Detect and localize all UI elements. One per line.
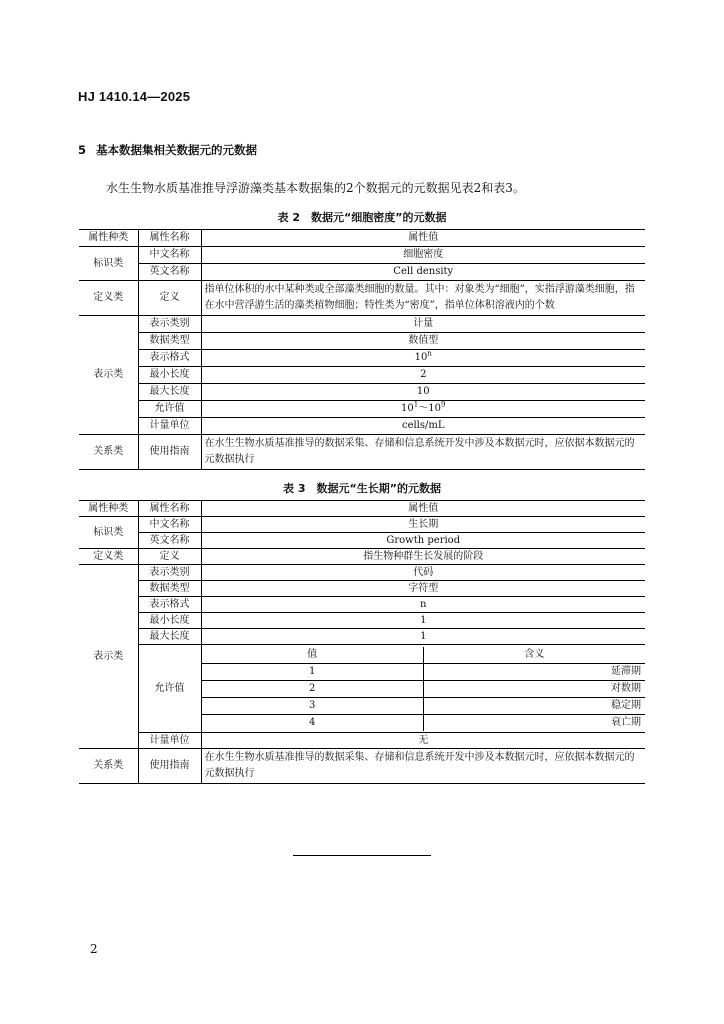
category-cell: 表示类 xyxy=(79,565,138,749)
code-cell: 3 xyxy=(202,697,424,714)
table-row xyxy=(202,680,646,697)
attr-name-cell: 数据类型 xyxy=(138,581,201,597)
allowed-values-cell xyxy=(201,645,645,733)
attr-value-cell: 代码 xyxy=(201,565,645,581)
attr-name-cell: 表示类别 xyxy=(138,565,201,581)
range-separator: ～ xyxy=(418,403,429,414)
table-row xyxy=(202,663,646,680)
table-row xyxy=(79,749,645,784)
attr-name-cell: 计量单位 xyxy=(138,733,201,749)
table-row xyxy=(79,629,645,645)
table2 xyxy=(79,229,645,470)
header-cell: 含义 xyxy=(423,647,645,664)
meaning-cell: 衰亡期 xyxy=(423,714,645,731)
attr-name-cell: 允许值 xyxy=(138,645,201,733)
meaning-cell: 稳定期 xyxy=(423,697,645,714)
section-heading xyxy=(78,142,257,158)
attr-name-cell: 最大长度 xyxy=(138,384,201,401)
table-row xyxy=(79,350,645,367)
table-row xyxy=(79,333,645,350)
intro-paragraph: 水生生物水质基准推导浮游藻类基本数据集的2个数据元的元数据见表2和表3。 xyxy=(106,181,525,195)
table-row xyxy=(79,549,645,565)
attr-value-cell: 1 xyxy=(201,613,645,629)
code-cell: 2 xyxy=(202,680,424,697)
attr-value-cell xyxy=(201,401,645,418)
category-cell: 定义类 xyxy=(79,549,138,565)
allowed-values-table xyxy=(202,647,646,731)
category-cell: 定义类 xyxy=(79,281,138,316)
attr-name-cell: 英文名称 xyxy=(138,264,201,281)
table-row xyxy=(79,316,645,333)
attr-value-cell: 1 xyxy=(201,629,645,645)
meaning-cell: 延滞期 xyxy=(423,663,645,680)
table-row xyxy=(202,647,646,664)
attr-value-cell: 计量 xyxy=(201,316,645,333)
attr-name-cell: 中文名称 xyxy=(138,247,201,264)
category-cell: 关系类 xyxy=(79,435,138,470)
attr-value-cell: Cell density xyxy=(201,264,645,281)
table-row xyxy=(79,281,645,316)
format-exponent: n xyxy=(427,349,432,358)
table-row xyxy=(79,367,645,384)
attr-value-cell: cells/mL xyxy=(201,418,645,435)
attr-name-cell: 数据类型 xyxy=(138,333,201,350)
table-row xyxy=(79,384,645,401)
table-row xyxy=(79,264,645,281)
attr-name-cell: 英文名称 xyxy=(138,533,201,549)
table-row xyxy=(79,613,645,629)
header-cell: 属性种类 xyxy=(79,230,138,247)
table-row xyxy=(79,418,645,435)
attr-value-cell: 2 xyxy=(201,367,645,384)
table-row xyxy=(202,697,646,714)
attr-value-cell: 在水生生物水质基准推导的数据采集、存储和信息系统开发中涉及本数据元时，应依据本数据元的元数据执行 xyxy=(201,435,645,470)
table-row xyxy=(79,435,645,470)
table3 xyxy=(79,500,645,784)
range-from-base: 10 xyxy=(401,403,414,414)
format-base: 10 xyxy=(414,352,428,363)
attr-value-cell: 细胞密度 xyxy=(201,247,645,264)
category-cell: 表示类 xyxy=(79,316,138,435)
header-cell: 属性名称 xyxy=(138,230,201,247)
table-row xyxy=(79,533,645,549)
header-cell: 属性值 xyxy=(201,501,645,517)
table-row xyxy=(79,501,645,517)
attr-name-cell: 表示格式 xyxy=(138,350,201,367)
attr-value-cell: 生长期 xyxy=(201,517,645,533)
page-number: 2 xyxy=(90,942,98,956)
category-cell: 标识类 xyxy=(79,517,138,549)
table-row xyxy=(79,581,645,597)
meaning-cell: 对数期 xyxy=(423,680,645,697)
table-row xyxy=(79,247,645,264)
header-cell: 属性种类 xyxy=(79,501,138,517)
attr-name-cell: 计量单位 xyxy=(138,418,201,435)
attr-name-cell: 最小长度 xyxy=(138,367,201,384)
range-from-exponent: 1 xyxy=(413,400,419,409)
table3-caption: 表 3 数据元“生长期”的元数据 xyxy=(283,482,441,495)
attr-value-cell: 在水生生物水质基准推导的数据采集、存储和信息系统开发中涉及本数据元时，应依据本数据元的元数据执行 xyxy=(201,749,645,784)
document-code-header: HJ 1410.14—2025 xyxy=(78,89,191,104)
attr-value-cell: 字符型 xyxy=(201,581,645,597)
table-row xyxy=(79,565,645,581)
table-row xyxy=(79,597,645,613)
section-title: 基本数据集相关数据元的元数据 xyxy=(96,143,257,157)
table-row xyxy=(79,401,645,418)
table2-caption: 表 2 数据元“细胞密度”的元数据 xyxy=(277,211,447,224)
attr-name-cell: 使用指南 xyxy=(138,749,201,784)
range-to-exponent: 9 xyxy=(440,400,446,409)
attr-value-cell: Growth period xyxy=(201,533,645,549)
attr-value-cell: 无 xyxy=(201,733,645,749)
code-cell: 4 xyxy=(202,714,424,731)
attr-name-cell: 表示格式 xyxy=(138,597,201,613)
attr-name-cell: 表示类别 xyxy=(138,316,201,333)
attr-value-cell xyxy=(201,350,645,367)
attr-name-cell: 最小长度 xyxy=(138,613,201,629)
attr-name-cell: 使用指南 xyxy=(138,435,201,470)
attr-value-cell: 10 xyxy=(201,384,645,401)
table-row xyxy=(202,714,646,731)
table-row xyxy=(79,645,645,733)
attr-name-cell: 最大长度 xyxy=(138,629,201,645)
table-row xyxy=(79,230,645,247)
attr-value-cell: n xyxy=(201,597,645,613)
attr-value-cell: 指单位体积的水中某种类或全部藻类细胞的数量。其中：对象类为“细胞”，实指浮游藻类细胞，指在水中营浮游生活的藻类植物细胞；特性类为“密度”，指单位体积溶液内的个数 xyxy=(201,281,645,316)
section-number: 5 xyxy=(78,143,87,157)
range-to-base: 10 xyxy=(428,403,441,414)
category-cell: 关系类 xyxy=(79,749,138,784)
end-rule xyxy=(293,855,431,856)
attr-name-cell: 中文名称 xyxy=(138,517,201,533)
attr-name-cell: 允许值 xyxy=(138,401,201,418)
code-cell: 1 xyxy=(202,663,424,680)
table-row xyxy=(79,517,645,533)
category-cell: 标识类 xyxy=(79,247,138,281)
header-cell: 属性值 xyxy=(201,230,645,247)
header-cell: 值 xyxy=(202,647,424,664)
header-cell: 属性名称 xyxy=(138,501,201,517)
attr-value-cell: 数值型 xyxy=(201,333,645,350)
table-row xyxy=(79,733,645,749)
attr-name-cell: 定义 xyxy=(138,549,201,565)
attr-name-cell: 定义 xyxy=(138,281,201,316)
attr-value-cell: 指生物种群生长发展的阶段 xyxy=(201,549,645,565)
